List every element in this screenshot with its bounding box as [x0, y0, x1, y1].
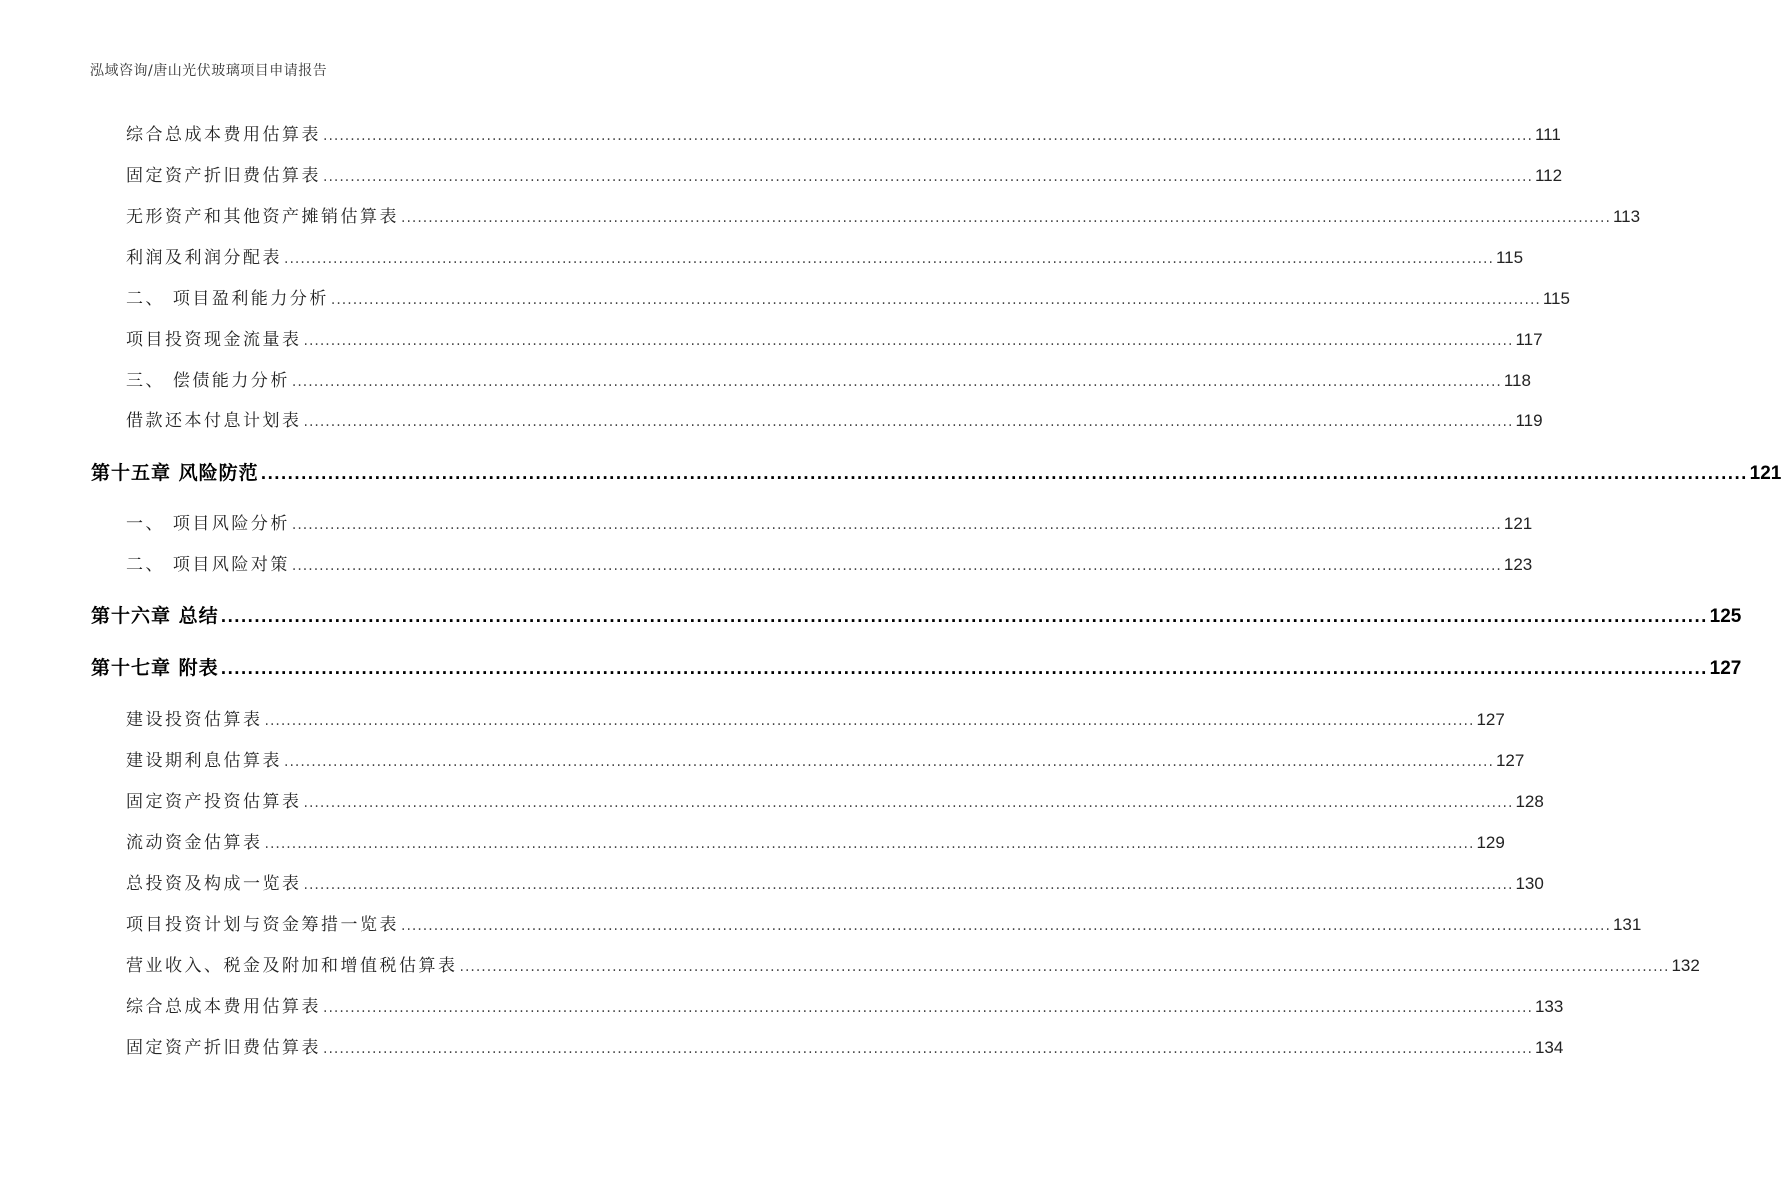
toc-entry[interactable] [0, 284, 1570, 314]
toc-entry[interactable] [0, 406, 1543, 436]
toc-entry[interactable] [0, 828, 1505, 858]
toc-dot-leader: .............................................................................................................................................................................................................................. [264, 713, 1475, 729]
toc-entry-title: 建设期利息估算表 [126, 751, 282, 771]
toc-dot-leader: .............................................................................................................................................................................................................................. [291, 558, 1502, 574]
toc-entry[interactable] [0, 325, 1543, 355]
toc-chapter-title: 第十七章 附表 [91, 657, 219, 679]
toc-entry[interactable] [0, 951, 1700, 981]
toc-entry-page: 115 [1542, 289, 1570, 308]
toc-entry-page: 115 [1495, 248, 1524, 267]
toc-entry[interactable] [0, 161, 1563, 191]
toc-entry[interactable] [0, 869, 1544, 899]
toc-entry-title: 三、 偿债能力分析 [126, 371, 290, 391]
toc-entry-page: 117 [1515, 330, 1543, 349]
toc-chapter-page: 125 [1709, 606, 1742, 627]
toc-entry-page: 119 [1515, 411, 1543, 430]
toc-dot-leader: .............................................................................................................................................................................................................................. [323, 1000, 1533, 1016]
toc-dot-leader: .............................................................................................................................................................................................................................. [303, 795, 1514, 811]
toc-dot-leader: .............................................................................................................................................................................................................................. [303, 333, 1514, 349]
toc-dot-leader: .............................................................................................................................................................................................................................. [264, 836, 1475, 852]
toc-entry[interactable] [0, 243, 1524, 273]
toc-dot-leader: .............................................................................................................................................................................................................................. [323, 128, 1533, 144]
toc-entry[interactable] [0, 1033, 1564, 1063]
toc-dot-leader: .............................................................................................................................................................................................................................. [401, 210, 1611, 226]
toc-entry-page: 133 [1534, 997, 1564, 1016]
toc-entry-title: 固定资产折旧费估算表 [126, 1038, 321, 1058]
toc-entry-title: 建设投资估算表 [126, 710, 263, 730]
toc-entry[interactable] [0, 992, 1564, 1022]
toc-dot-leader: .............................................................................................................................................................................................................................. [303, 414, 1514, 430]
toc-entry-page: 131 [1612, 915, 1642, 934]
toc-entry-page: 121 [1503, 514, 1533, 533]
toc-dot-leader: .............................................................................................................................................................................................................................. [260, 465, 1748, 483]
toc-dot-leader: .............................................................................................................................................................................................................................. [323, 169, 1533, 185]
toc-entry-title: 综合总成本费用估算表 [126, 997, 321, 1017]
toc-dot-leader: .............................................................................................................................................................................................................................. [220, 608, 1708, 626]
toc-chapter-page: 127 [1709, 658, 1742, 679]
toc-entry[interactable] [0, 787, 1544, 817]
toc-entry-page: 118 [1503, 371, 1531, 390]
toc-entry-title: 固定资产投资估算表 [126, 792, 302, 812]
toc-dot-leader: .............................................................................................................................................................................................................................. [303, 877, 1514, 893]
toc-chapter-page: 121 [1749, 463, 1781, 484]
toc-entry-page: 134 [1534, 1038, 1564, 1057]
toc-entry-title: 二、 项目风险对策 [126, 555, 290, 575]
toc-dot-leader: .............................................................................................................................................................................................................................. [459, 959, 1670, 975]
toc-entry-title: 流动资金估算表 [126, 833, 263, 853]
toc-entry-page: 128 [1515, 792, 1544, 811]
toc-entry[interactable] [0, 120, 1561, 150]
toc-chapter-entry[interactable] [0, 456, 1781, 490]
toc-entry[interactable] [0, 366, 1531, 396]
toc-dot-leader: .............................................................................................................................................................................................................................. [330, 292, 1541, 308]
toc-chapter-entry[interactable] [0, 651, 1742, 685]
toc-entry-title: 营业收入、税金及附加和增值税估算表 [126, 956, 458, 976]
toc-entry-page: 132 [1671, 956, 1700, 975]
toc-chapter-title: 第十六章 总结 [91, 605, 219, 627]
toc-dot-leader: .............................................................................................................................................................................................................................. [323, 1041, 1533, 1057]
toc-dot-leader: .............................................................................................................................................................................................................................. [284, 754, 1494, 770]
toc-entry-title: 项目投资现金流量表 [126, 330, 302, 350]
toc-chapter-entry[interactable] [0, 599, 1742, 633]
toc-entry[interactable] [0, 910, 1642, 940]
toc-entry-title: 项目投资计划与资金筹措一览表 [126, 915, 399, 935]
toc-entry-title: 借款还本付息计划表 [126, 411, 302, 431]
toc-entry-title: 综合总成本费用估算表 [126, 125, 321, 145]
toc-chapter-title: 第十五章 风险防范 [91, 462, 259, 484]
toc-dot-leader: .............................................................................................................................................................................................................................. [284, 251, 1494, 267]
toc-entry-page: 127 [1495, 751, 1525, 770]
toc-entry-page: 112 [1534, 166, 1563, 185]
toc-entry-page: 113 [1612, 207, 1641, 226]
toc-entry-title: 一、 项目风险分析 [126, 514, 290, 534]
toc-dot-leader: .............................................................................................................................................................................................................................. [401, 918, 1611, 934]
toc-entry-page: 129 [1476, 833, 1505, 852]
toc-dot-leader: .............................................................................................................................................................................................................................. [291, 517, 1502, 533]
toc-entry[interactable] [0, 746, 1525, 776]
toc-entry[interactable] [0, 202, 1641, 232]
toc-entry-page: 123 [1503, 555, 1533, 574]
toc-entry-title: 利润及利润分配表 [126, 248, 282, 268]
toc-dot-leader: .............................................................................................................................................................................................................................. [220, 660, 1708, 678]
toc-entry-title: 二、 项目盈利能力分析 [126, 289, 329, 309]
toc-entry-page: 127 [1476, 710, 1505, 729]
toc-entry-page: 111 [1534, 125, 1561, 144]
toc-entry[interactable] [0, 705, 1505, 735]
toc-entry-title: 无形资产和其他资产摊销估算表 [126, 207, 399, 227]
toc-entry[interactable] [0, 509, 1533, 539]
toc-entry[interactable] [0, 550, 1533, 580]
toc-entry-title: 固定资产折旧费估算表 [126, 166, 321, 186]
running-header: 泓域咨询/唐山光伏玻璃项目申请报告 [90, 63, 328, 79]
toc-entry-title: 总投资及构成一览表 [126, 874, 302, 894]
toc-entry-page: 130 [1515, 874, 1544, 893]
toc-dot-leader: .............................................................................................................................................................................................................................. [291, 374, 1502, 390]
